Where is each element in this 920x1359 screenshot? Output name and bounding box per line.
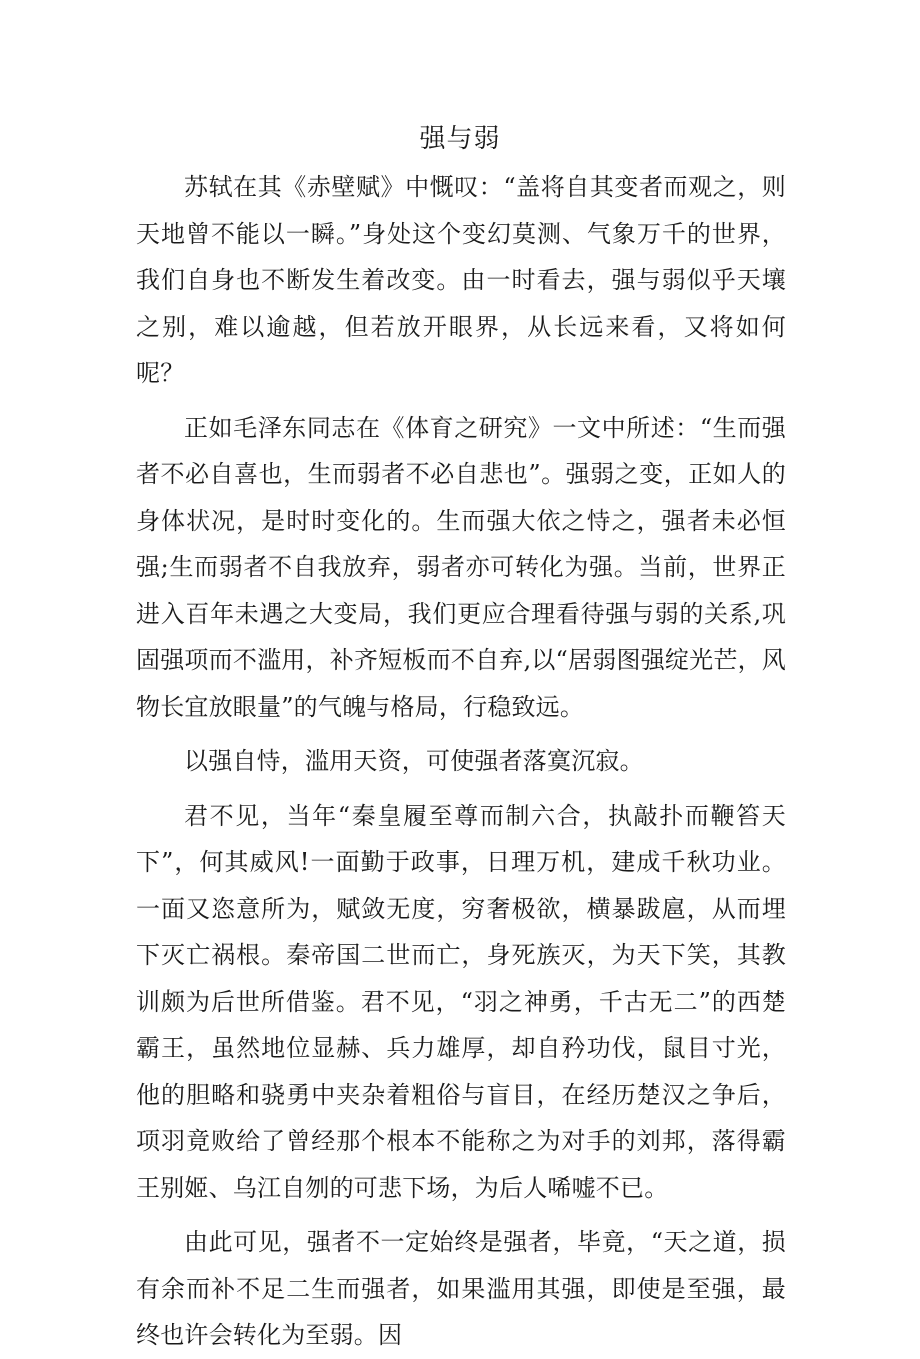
paragraph-1: 苏轼在其《赤壁赋》中慨叹：“盖将自其变者而观之，则天地曾不能以一瞬。”身处这个变幻莫测、气象万千的世界，我们自身也不断发生着改变。由一时看去，强与弱似乎天壤之别，难以逾越，但若放开眼界，从长远来看，又将如何呢？ bbox=[136, 173, 786, 387]
document-body bbox=[136, 164, 786, 1359]
document-title: 强与弱 bbox=[419, 124, 501, 154]
paragraph-4: 君不见，当年“秦皇履至尊而制六合，执敲扑而鞭笞天下”，何其威风!一面勤于政事，日理万机，建成千秋功业。一面又恣意所为，赋敛无度，穷奢极欲，横暴跋扈，从而埋下灭亡祸根。秦帝国二世而亡，身死族灭，为天下笑，其教训颇为后世所借鉴。君不见，“羽之神勇，千古无二”的西楚霸王，虽然地位显赫、兵力雄厚，却自矜功伐，鼠目寸光，他的胆略和骁勇中夹杂着粗俗与盲目，在经历楚汉之争后，项羽竟败给了曾经那个根本不能称之为对手的刘邦，落得霸王别姬、乌江自刎的可悲下场，为后人唏嘘不已。 bbox=[136, 801, 786, 1202]
paragraph-5: 由此可见，强者不一定始终是强者，毕竟，“天之道，损有余而补不足二生而强者，如果滥用其强，即使是至强，最终也许会转化为至弱。因 bbox=[136, 1228, 786, 1349]
paragraph-2: 正如毛泽东同志在《体育之研究》一文中所述：“生而强者不必自喜也，生而弱者不必自悲也”。强弱之变，正如人的身体状况，是时时变化的。生而强大依之恃之，强者未必恒强;生而弱者不自我放弃，弱者亦可转化为强。当前，世界正进入百年未遇之大变局，我们更应合理看待强与弱的关系,巩固强项而不滥用，补齐短板而不自弃,以“居弱图强绽光芒，风物长宜放眼量”的气魄与格局，行稳致远。 bbox=[136, 413, 786, 721]
paragraph-3: 以强自恃，滥用天资，可使强者落寞沉寂。 bbox=[184, 747, 644, 775]
